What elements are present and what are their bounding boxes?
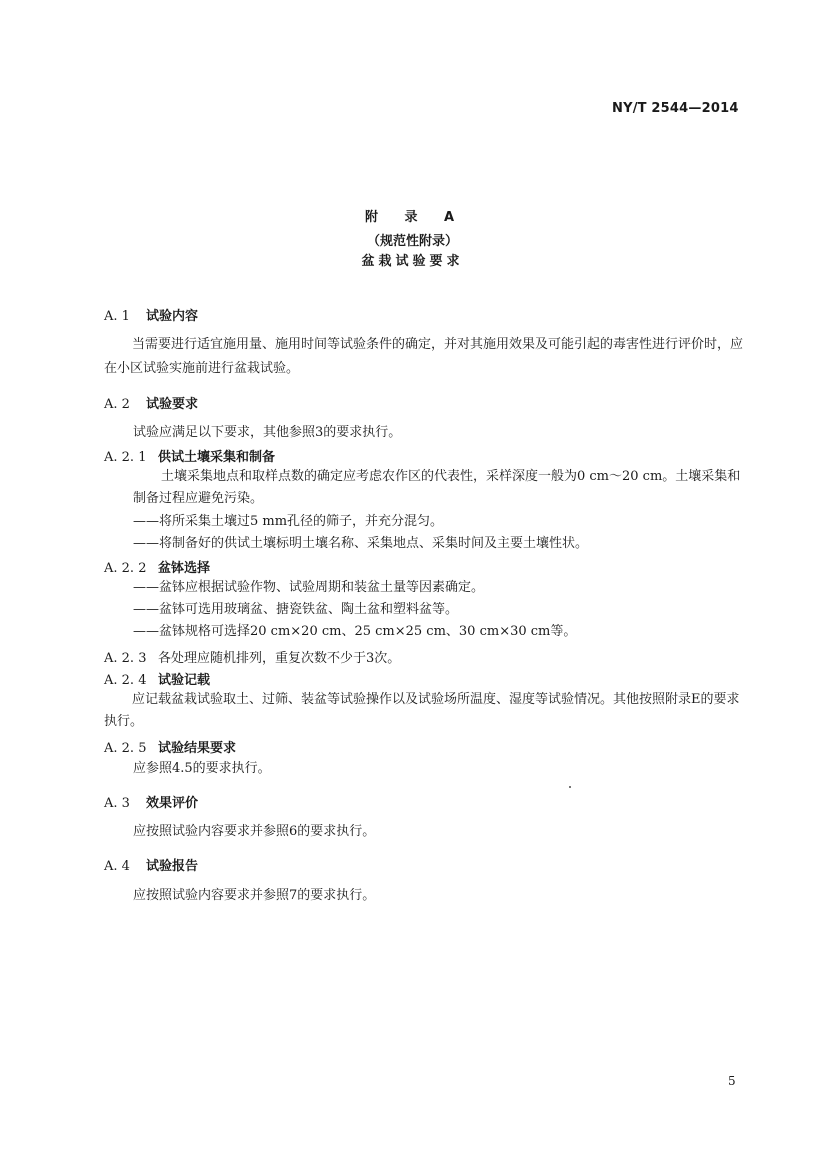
- section-a1-heading: [104, 305, 198, 324]
- appendix-title: 附 录 A: [364, 210, 461, 225]
- section-a21-dash-2: ——将制备好的供试土壤标明土壤名称、采集地点、采集时间及主要土壤性状。: [133, 536, 589, 551]
- section-a1-body: 当需要进行适宜施用量、施用时间等试验条件的确定，并对其施用效果及可能引起的毒害性进行评价时，应在小区试验实施前进行盆栽试验。: [104, 337, 744, 376]
- section-a22-heading: [104, 557, 210, 576]
- section-a3-heading: [104, 792, 198, 811]
- section-a25-heading: [104, 737, 236, 756]
- section-title: 盆钵选择: [158, 561, 211, 576]
- section-a4-heading: [104, 855, 198, 874]
- standard-code: NY/T 2544—2014: [612, 101, 739, 116]
- section-title: 试验记载: [158, 673, 211, 688]
- section-title: 效果评价: [146, 796, 199, 811]
- section-number: A. 3: [104, 796, 130, 811]
- section-a22-dash-1: ——盆钵应根据试验作物、试验周期和装盆土量等因素确定。: [133, 580, 485, 595]
- section-a22-dash-2: ——盆钵可选用玻璃盆、搪瓷铁盆、陶土盆和塑料盆等。: [133, 602, 459, 617]
- section-a23: [104, 647, 400, 666]
- section-number: A. 2: [104, 397, 130, 412]
- section-a21-heading: [104, 446, 275, 465]
- section-a3-body: 应按照试验内容要求并参照6的要求执行。: [133, 824, 376, 839]
- section-title: 试验要求: [146, 397, 199, 412]
- section-number: A. 1: [104, 309, 130, 324]
- appendix-heading: 盆栽试验要求: [361, 254, 464, 269]
- section-a4-body: 应按照试验内容要求并参照7的要求执行。: [133, 888, 376, 903]
- section-a24-heading: [104, 669, 210, 688]
- section-number: A. 4: [104, 859, 130, 874]
- section-a21-paragraph: 土壤采集地点和取样点数的确定应考虑农作区的代表性，采样深度一般为0 cm～20 cm。土壤采集和制备过程应避免污染。: [133, 469, 741, 506]
- appendix-subtitle: （规范性附录）: [366, 234, 458, 249]
- section-title: 试验内容: [146, 309, 199, 324]
- section-a25-body: 应参照4.5的要求执行。: [133, 761, 271, 776]
- section-a2-heading: [104, 393, 198, 412]
- scan-speck: [569, 786, 571, 788]
- section-a24-body: 应记载盆栽试验取土、过筛、装盆等试验操作以及试验场所温度、湿度等试验情况。其他按照附录E的要求执行。: [104, 692, 740, 729]
- section-number: A. 2. 5: [104, 741, 147, 756]
- section-text: 各处理应随机排列，重复次数不少于3次。: [158, 651, 401, 666]
- section-title: 供试土壤采集和制备: [158, 450, 276, 465]
- section-number: A. 2. 2: [104, 561, 147, 576]
- section-number: A. 2. 4: [104, 673, 147, 688]
- page-number: 5: [728, 1074, 736, 1088]
- section-title: 试验结果要求: [158, 741, 237, 756]
- section-number: A. 2. 3: [104, 651, 147, 666]
- section-a22-dash-3: ——盆钵规格可选择20 cm×20 cm、25 cm×25 cm、30 cm×30 cm等。: [133, 624, 577, 639]
- section-a21-dash-1: ——将所采集土壤过5 mm孔径的筛子，并充分混匀。: [133, 514, 444, 529]
- section-title: 试验报告: [146, 859, 199, 874]
- section-a2-body: 试验应满足以下要求，其他参照3的要求执行。: [133, 425, 402, 440]
- section-number: A. 2. 1: [104, 450, 147, 465]
